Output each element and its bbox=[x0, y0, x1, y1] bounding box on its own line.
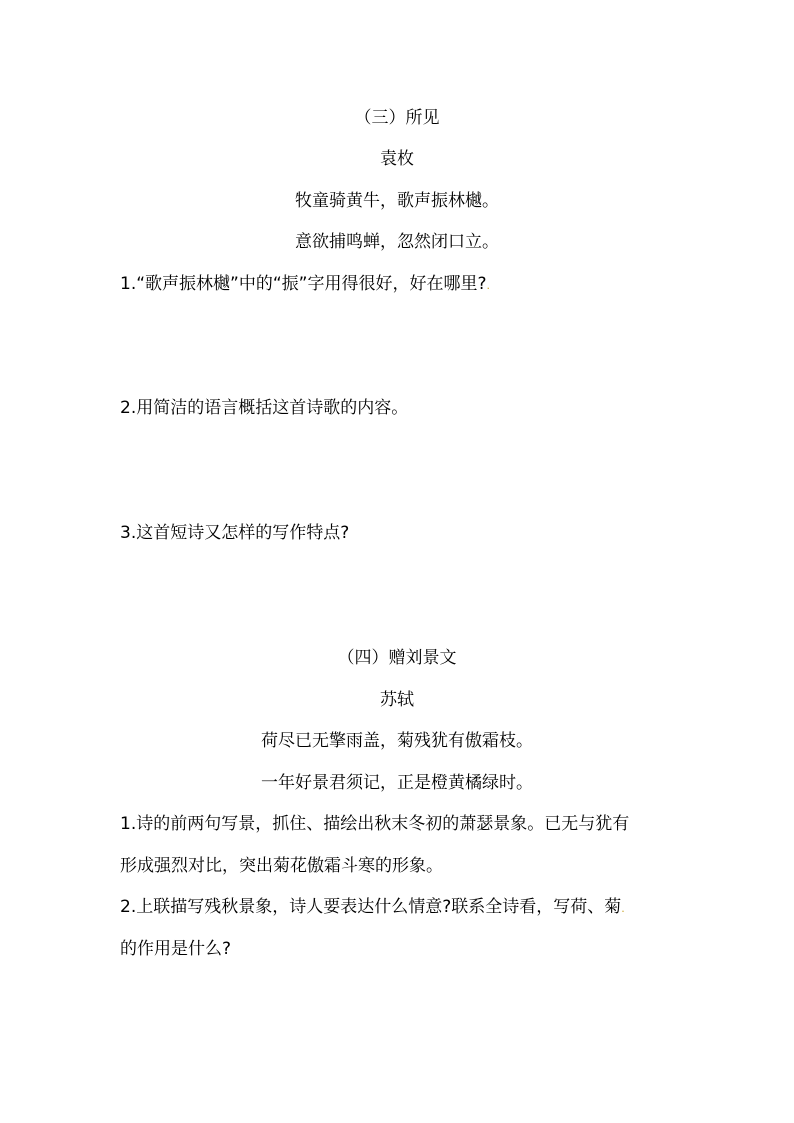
poem3-line-1: 牧童骑黄牛，歌声振林樾。 bbox=[295, 191, 499, 211]
poem3-question-1-text: 1.“歌声振林樾”中的“振”字用得很好，好在哪里? bbox=[120, 274, 487, 294]
poem3-question-3: 3.这首短诗又怎样的写作特点? bbox=[120, 523, 350, 543]
poem4-author: 苏轼 bbox=[380, 690, 414, 710]
poem3-question-1-mark: . bbox=[486, 279, 490, 292]
poem4-question-1-line-2: 形成强烈对比，突出菊花傲霜斗寒的形象。 bbox=[120, 856, 443, 876]
poem4-question-2-line-1 bbox=[120, 895, 625, 921]
poem4-title: （四）赠刘景文 bbox=[337, 648, 457, 668]
poem3-author: 袁枚 bbox=[380, 149, 414, 169]
poem4-question-2-mark: . bbox=[621, 902, 625, 915]
poem3-question-1 bbox=[120, 272, 490, 298]
poem4-question-2-text: 2.上联描写残秋景象，诗人要表达什么情意?联系全诗看，写荷、菊 bbox=[120, 897, 622, 917]
poem4-question-1-line-1: 1.诗的前两句写景，抓住、描绘出秋末冬初的萧瑟景象。已无与犹有 bbox=[120, 814, 630, 834]
poem4-question-2-line-2: 的作用是什么? bbox=[120, 939, 232, 959]
poem4-line-2: 一年好景君须记，正是橙黄橘绿时。 bbox=[261, 773, 533, 793]
poem3-question-2: 2.用简洁的语言概括这首诗歌的内容。 bbox=[120, 398, 409, 418]
poem4-line-1: 荷尽已无擎雨盖，菊残犹有傲霜枝。 bbox=[261, 731, 533, 751]
poem3-title: （三）所见 bbox=[354, 108, 440, 128]
poem3-line-2: 意欲捕鸣蝉，忽然闭口立。 bbox=[295, 232, 499, 252]
